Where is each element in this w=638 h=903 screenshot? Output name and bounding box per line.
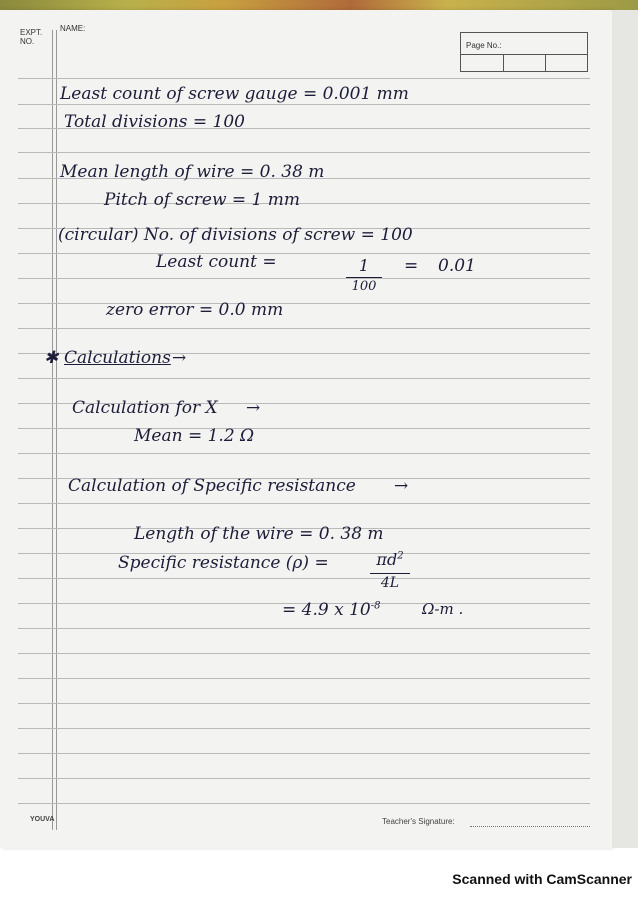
ruled-line xyxy=(18,453,590,454)
least-count-denominator: 100 xyxy=(351,279,377,294)
ruled-line xyxy=(18,653,590,654)
circular-divisions: (circular) No. of divisions of screw = 100 xyxy=(58,225,413,245)
formula-fraction-bar xyxy=(370,573,410,574)
total-divisions: Total divisions = 100 xyxy=(64,112,245,132)
notebook-paper xyxy=(0,10,612,848)
expt-no-label: EXPT. NO. xyxy=(20,28,43,46)
zero-error: zero error = 0.0 mm xyxy=(106,300,284,320)
margin-line xyxy=(52,30,53,830)
ruled-line xyxy=(18,703,590,704)
arrow-icon: → xyxy=(246,398,261,418)
least-count-equals: = xyxy=(404,256,419,276)
page-no-label: Page No.: xyxy=(466,41,502,50)
ruled-line xyxy=(18,78,590,79)
arrow-icon: → xyxy=(394,476,409,496)
signature-line xyxy=(470,826,590,827)
ruled-line xyxy=(18,152,590,153)
specific-resistance-label: Specific resistance (ρ) = xyxy=(118,553,329,573)
calculations-heading: Calculations xyxy=(64,348,171,368)
calculation-specific-resistance: Calculation of Specific resistance xyxy=(68,476,356,496)
ruled-line xyxy=(18,428,590,429)
ruled-line xyxy=(18,678,590,679)
ruled-line xyxy=(18,104,590,105)
name-label: NAME: xyxy=(60,24,86,33)
ruled-line xyxy=(18,328,590,329)
formula-denominator: 4L xyxy=(380,575,400,591)
ruled-line xyxy=(18,803,590,804)
mean-value: Mean = 1.2 Ω xyxy=(134,426,255,446)
least-count-label: Least count = xyxy=(156,252,277,272)
calculation-for-x: Calculation for X xyxy=(72,398,218,418)
ruled-line xyxy=(18,578,590,579)
page-no-box xyxy=(460,32,588,72)
asterisk-bullet: ✱ xyxy=(44,348,59,368)
result-value: = 4.9 x $10^{-8}$ xyxy=(282,600,381,620)
teacher-signature-label: Teacher's Signature: xyxy=(382,817,455,826)
length-of-wire: Length of the wire = 0. 38 m xyxy=(134,524,384,544)
ruled-line xyxy=(18,253,590,254)
arrow-icon: → xyxy=(172,348,187,368)
least-count-value: 0.01 xyxy=(438,256,476,276)
pitch-of-screw: Pitch of screw = 1 mm xyxy=(104,190,301,210)
ruled-line xyxy=(18,303,590,304)
ruled-line xyxy=(18,753,590,754)
fraction-bar xyxy=(346,277,382,278)
ruled-line xyxy=(18,378,590,379)
paper-edge xyxy=(612,10,638,848)
ruled-line xyxy=(18,778,590,779)
formula-numerator: $\pi d^2$ xyxy=(376,550,404,569)
youva-logo: YOUVA xyxy=(30,816,55,823)
camscanner-watermark: Scanned with CamScanner xyxy=(452,871,632,887)
ruled-line xyxy=(18,628,590,629)
result-unit: Ω-m . xyxy=(422,600,464,618)
margin-line-2 xyxy=(56,30,57,830)
ruled-line xyxy=(18,728,590,729)
least-count-numerator: 1 xyxy=(358,256,370,275)
least-count-screw-gauge: Least count of screw gauge = 0.001 mm xyxy=(60,84,409,104)
mean-length-wire: Mean length of wire = 0. 38 m xyxy=(60,162,325,182)
ruled-line xyxy=(18,278,590,279)
ruled-line xyxy=(18,503,590,504)
